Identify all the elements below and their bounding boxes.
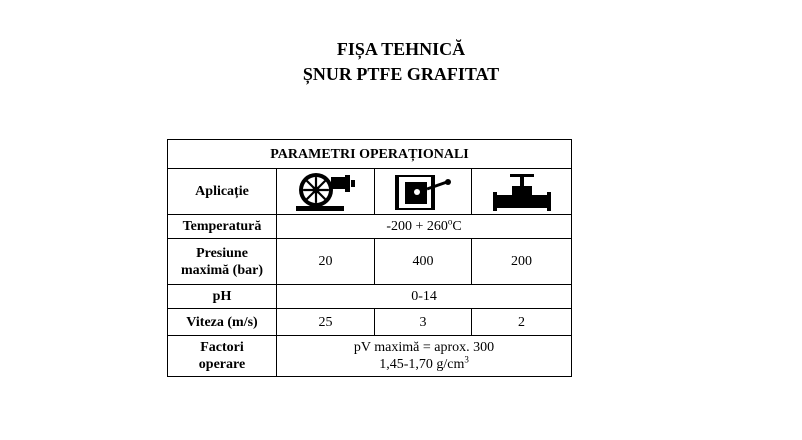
ph-value: 0-14: [277, 285, 572, 309]
table-row-temperatura: [168, 215, 572, 239]
operating-factors-value: pV maximă = aprox. 300 1,45-1,70 $g/cm^3$: [277, 336, 572, 377]
document-subtitle: ȘNUR PTFE GRAFITAT: [302, 64, 500, 84]
pressure-value-mixer: 400: [375, 239, 472, 285]
pressure-value-valve: 200: [472, 239, 572, 285]
operational-parameters-table: [167, 139, 572, 377]
cell-pump: [277, 169, 375, 215]
row-label-presiune: Presiune maximă (bar): [168, 239, 277, 285]
table-row-presiune: [168, 239, 572, 285]
table-row-ph: [168, 285, 572, 309]
row-label-temperatura: Temperatură: [168, 215, 277, 239]
row-label-factori: Factori operare: [168, 336, 277, 377]
valve-icon: [490, 172, 554, 212]
mixer-icon: [391, 172, 455, 212]
row-label-ph: pH: [168, 285, 277, 309]
table-row-aplicatie: [168, 169, 572, 215]
document-title: FIȘA TEHNICĂ: [336, 39, 466, 59]
pressure-value-pump: 20: [277, 239, 375, 285]
speed-value-pump: 25: [277, 309, 375, 336]
row-label-viteza: Viteza (m/s): [168, 309, 277, 336]
speed-value-mixer: 3: [375, 309, 472, 336]
cell-valve: [472, 169, 572, 215]
temperature-value: $-200 + 260^oC$: [277, 215, 572, 239]
cell-mixer: [375, 169, 472, 215]
pump-icon: [294, 172, 358, 212]
row-label-aplicatie: Aplicație: [168, 169, 277, 215]
table-row-viteza: [168, 309, 572, 336]
table-header: PARAMETRI OPERAȚIONALI: [168, 140, 572, 169]
speed-value-valve: 2: [472, 309, 572, 336]
table-row-factori: [168, 336, 572, 377]
